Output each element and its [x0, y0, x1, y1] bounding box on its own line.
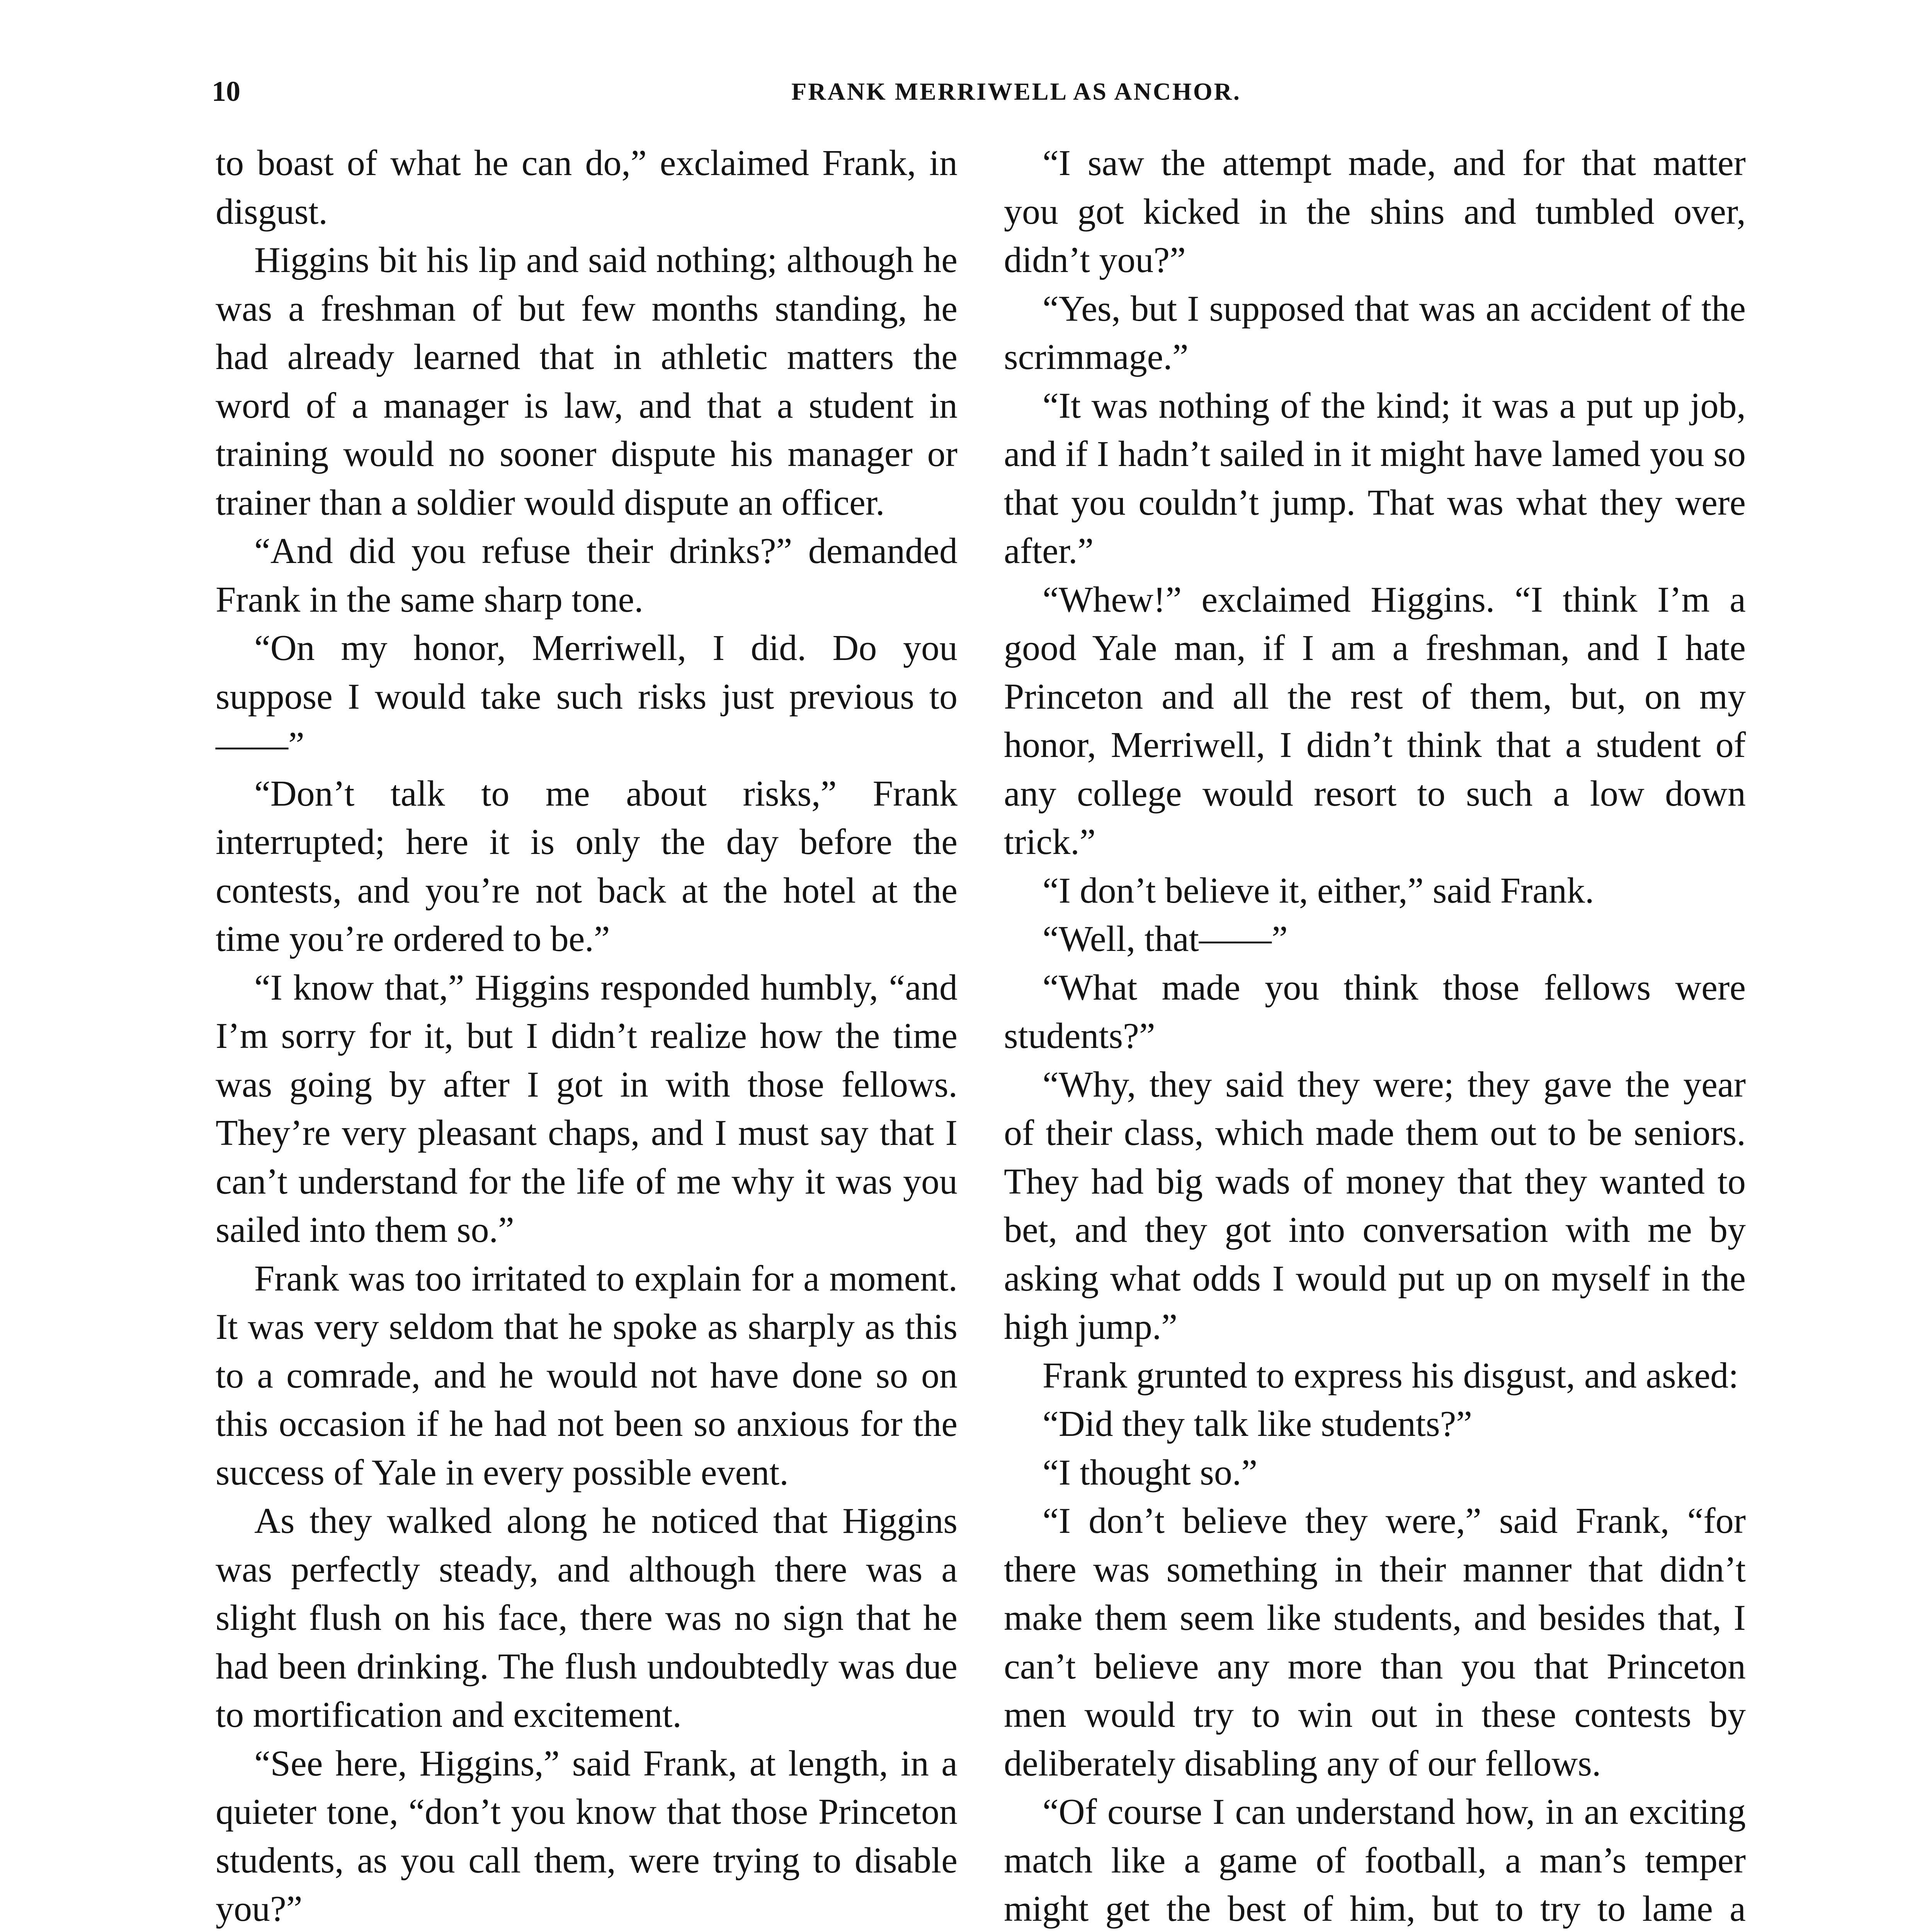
paragraph: “Don’t talk to me about risks,” Frank interrupted; here it is only the day before the contests, and you’re not back at the hotel at the time you’re ordered to be.”: [216, 773, 957, 959]
paragraph: “Of course I can understand how, in an exciting match like a game of football, a man’s temper might get the best of him, but to try to lame a: [1004, 1792, 1746, 1929]
right-text-column: [1004, 139, 1746, 1932]
paragraph: to boast of what he can do,” exclaimed Frank, in disgust.: [216, 143, 957, 232]
paragraph: “I know that,” Higgins responded humbly, “and I’m sorry for it, but I didn’t realize how the time was going by after I got in with those fellows. They’re very pleasant chaps, and I must say that I can’t understand for the life of me why it was you sailed into them so.”: [216, 967, 957, 1250]
paragraph: “Yes, but I supposed that was an accident of the scrimmage.”: [1004, 288, 1746, 377]
left-text-column: [216, 139, 957, 1932]
paragraph: Frank grunted to express his disgust, and asked:: [1043, 1355, 1739, 1396]
page-number: 10: [212, 76, 240, 107]
paragraph: “Why, they said they were; they gave the year of their class, which made them out to be seniors. They had big wads of money that they wanted to bet, and they got into conversation with me by asking what odds I would put up on myself in the high jump.”: [1004, 1064, 1746, 1347]
paragraph: “Did they talk like students?”: [1043, 1404, 1473, 1444]
paragraph: “And did you refuse their drinks?” demanded Frank in the same sharp tone.: [216, 531, 957, 620]
paragraph: “Whew!” exclaimed Higgins. “I think I’m a good Yale man, if I am a freshman, and I hate Princeton and all the rest of them, but, on my honor, Merriwell, I didn’t think that a student of any college would resort to such a low down trick.”: [1004, 579, 1746, 862]
running-title: FRANK MERRIWELL AS ANCHOR.: [791, 78, 1241, 105]
paragraph: Frank was too irritated to explain for a moment. It was very seldom that he spoke as sharply as this to a comrade, and he would not have done so on this occasion if he had not been so anxious for the success of Yale in every possible event.: [216, 1258, 957, 1493]
paragraph: “I thought so.”: [1043, 1452, 1258, 1493]
paragraph: “On my honor, Merriwell, I did. Do you suppose I would take such risks just previous to——”: [216, 628, 957, 765]
paragraph: “See here, Higgins,” said Frank, at length, in a quieter tone, “don’t you know that those Princeton students, as you call them, were trying to disable you?”: [216, 1743, 957, 1929]
paragraph: “Well, that——”: [1043, 919, 1288, 959]
paragraph: “What made you think those fellows were students?”: [1004, 967, 1746, 1056]
paragraph: As they walked along he noticed that Higgins was perfectly steady, and although there was a slight flush on his face, there was no sign that he had been drinking. The flush undoubtedly was due to mortification and excitement.: [216, 1501, 957, 1735]
paragraph: “It was nothing of the kind; it was a put up job, and if I hadn’t sailed in it might have lamed you so that you couldn’t jump. That was what they were after.”: [1004, 385, 1746, 571]
paragraph: Higgins bit his lip and said nothing; although he was a freshman of but few months standing, he had already learned that in athletic matters the word of a manager is law, and that a student in training would no sooner dispute his manager or trainer than a soldier would dispute an officer.: [216, 240, 957, 523]
paragraph: “I don’t believe it, either,” said Frank.: [1043, 870, 1594, 911]
paragraph: “I don’t believe they were,” said Frank, “for there was something in their manner that didn’t make them seem like students, and besides that, I can’t believe any more than you that Princeton men would try to win out in these contests by deliberately disabling any of our fellows.: [1004, 1501, 1746, 1784]
paragraph: “I saw the attempt made, and for that matter you got kicked in the shins and tumbled over, didn’t you?”: [1004, 143, 1746, 280]
